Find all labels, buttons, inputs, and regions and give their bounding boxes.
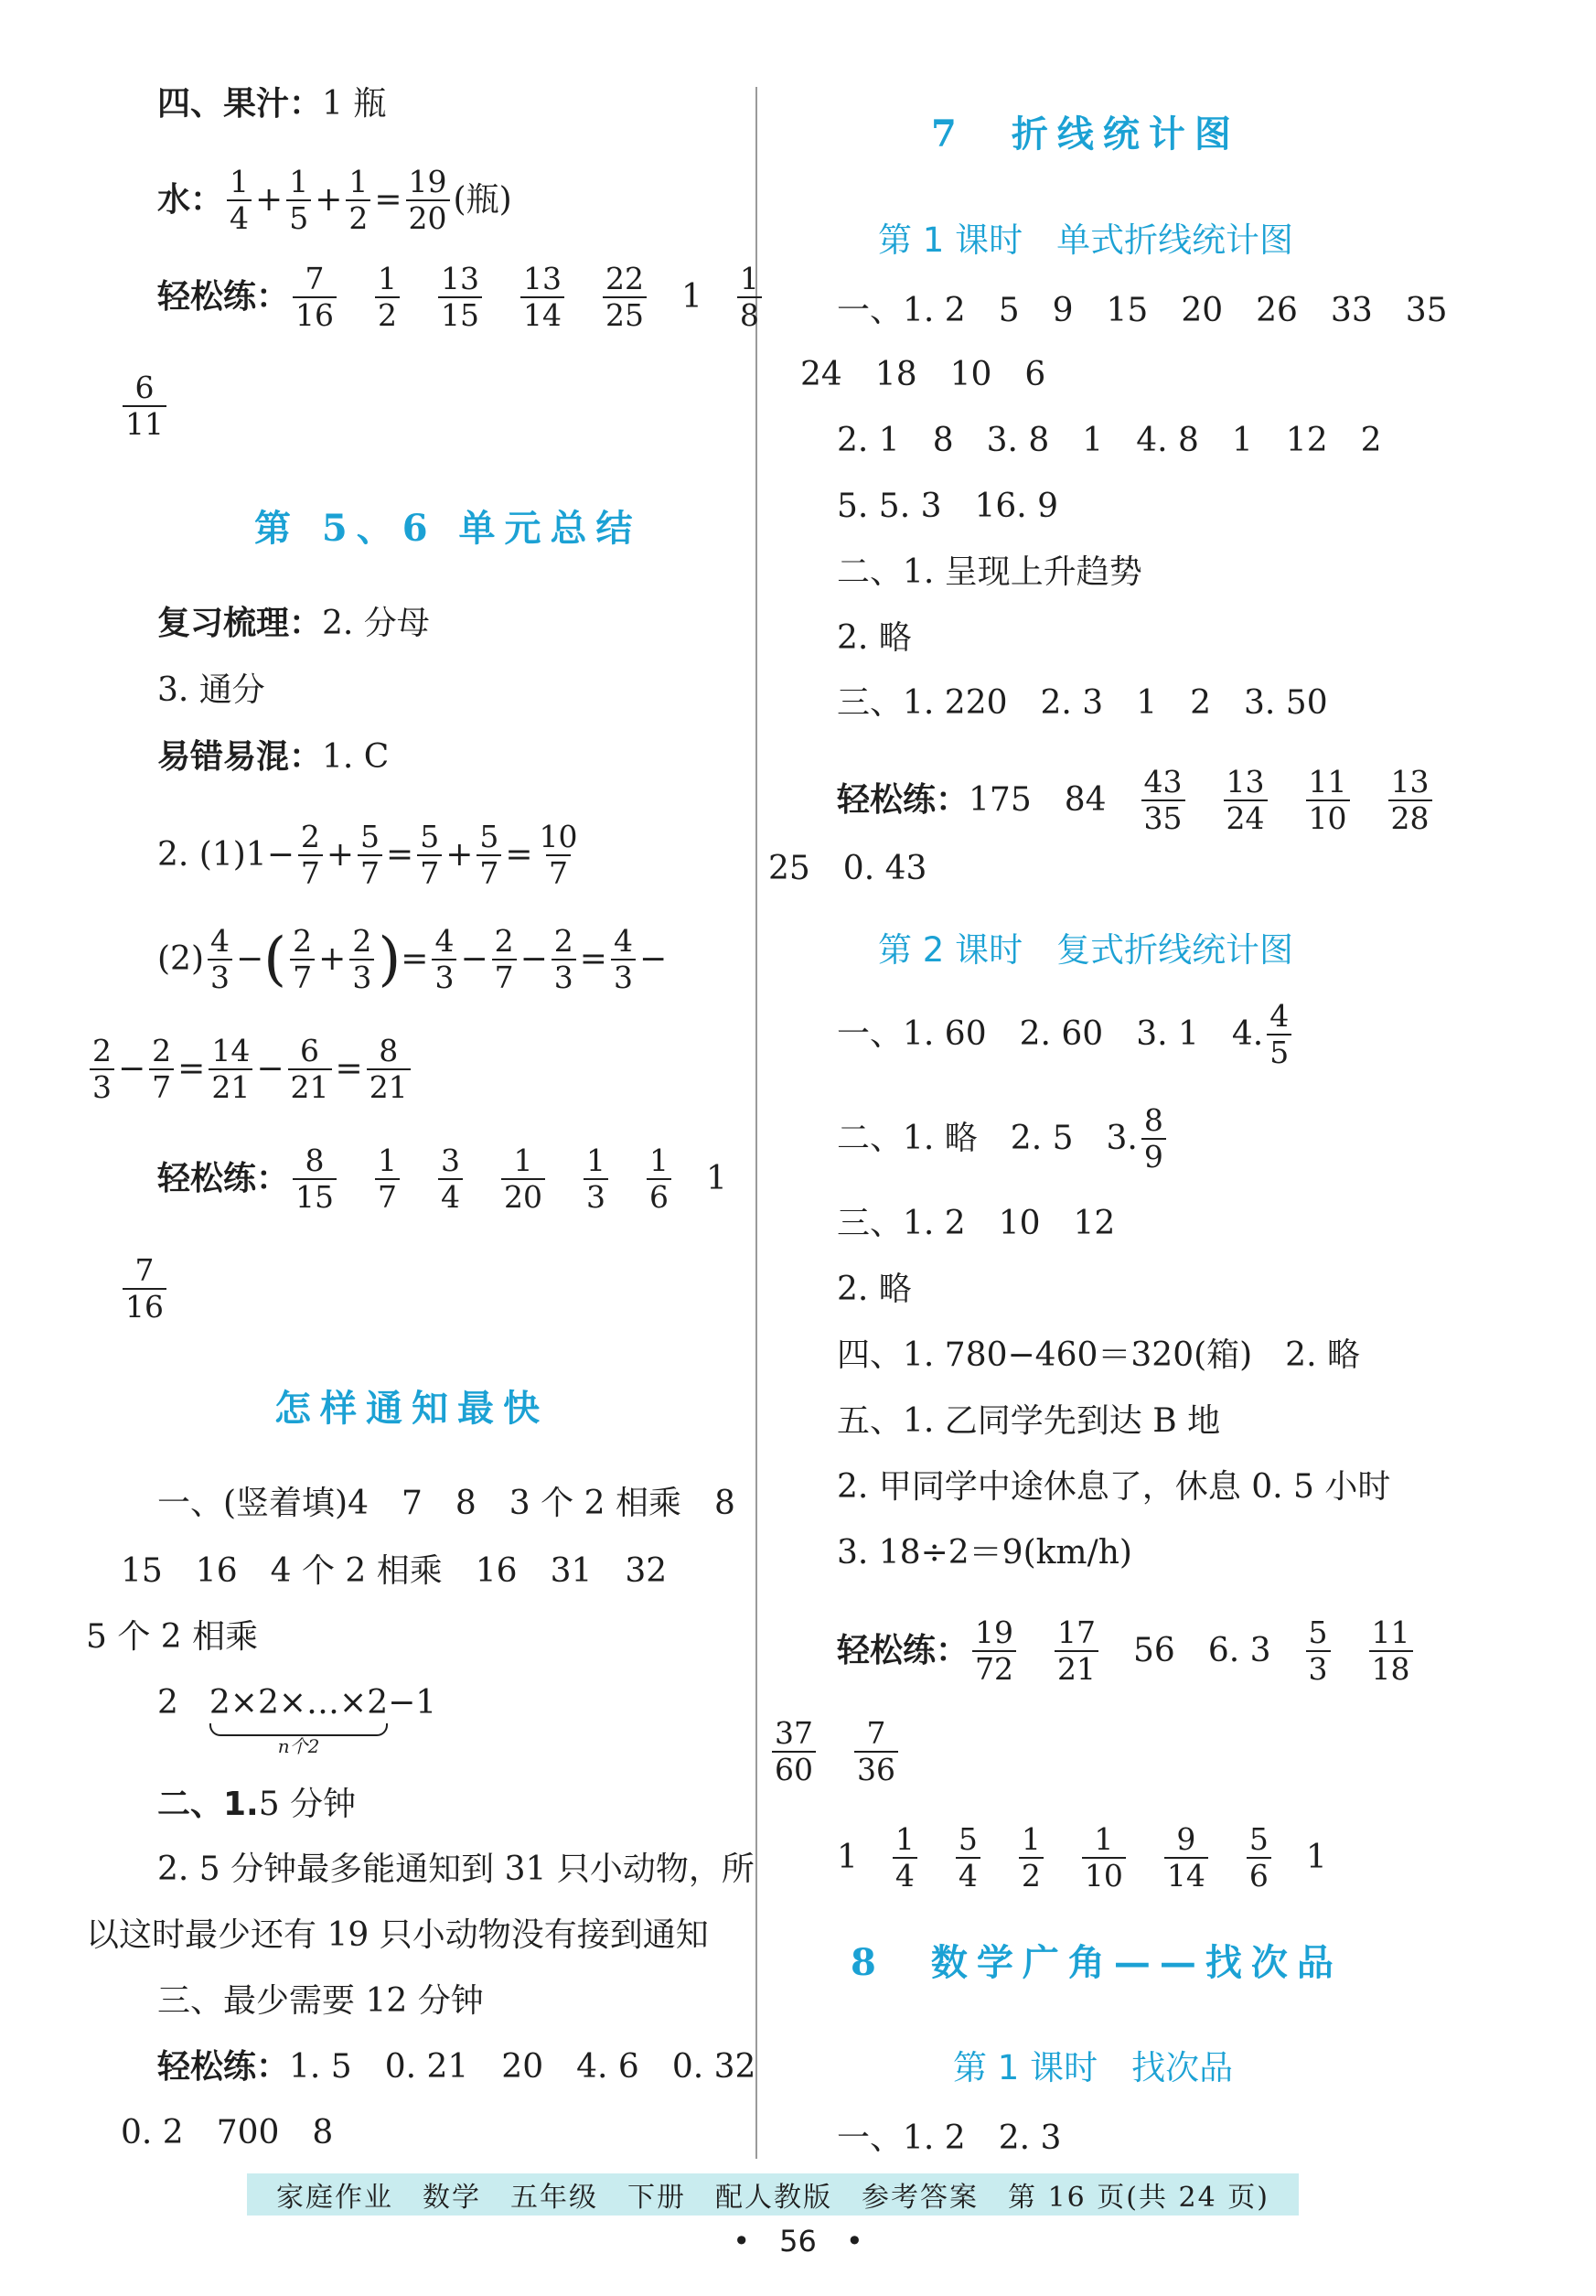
fraction: $\frac{19}{20}$ bbox=[406, 165, 450, 236]
column-divider bbox=[755, 87, 757, 2159]
water-equation: 水： $\frac{1}{4}$ + $\frac{1}{5}$ + $\frac{1}{2}$ = $\frac{19}{20}$ (瓶) bbox=[157, 164, 512, 236]
r-line-2: 24 18 10 6 bbox=[800, 356, 1046, 393]
page-number: • 56 • bbox=[733, 2224, 863, 2258]
r-line-1: 一、1. 2 5 9 15 20 26 33 35 bbox=[837, 292, 1448, 329]
unit-7-title: 7 折线统计图 bbox=[931, 113, 1240, 156]
r-line-3: 2. 1 8 3. 8 1 4. 8 1 12 2 bbox=[837, 422, 1382, 459]
juice-value: 1 瓶 bbox=[322, 85, 387, 123]
r-line-10: 三、1. 2 10 12 bbox=[837, 1205, 1116, 1242]
notify-line-8: 三、最少需要 12 分钟 bbox=[157, 1982, 484, 2020]
lesson-2-title: 第 2 课时 复式折线统计图 bbox=[878, 930, 1294, 970]
lesson-1-title: 第 1 课时 单式折线统计图 bbox=[878, 220, 1294, 260]
r-line-7: 三、1. 220 2. 3 1 2 3. 50 bbox=[837, 684, 1328, 722]
practice-line-1: 轻松练： $\frac{7}{16}$ $\frac{1}{2}$ $\frac{13}{15}$ $\frac{13}{14}$ $\frac{22}{25}$ 1 $\frac{1}{8}$ bbox=[157, 262, 766, 333]
notify-line-4: 2 2×2×…×2 n个2 −1 bbox=[157, 1684, 437, 1757]
notify-line-3: 5 个 2 相乘 bbox=[86, 1618, 259, 1656]
r-line-12: 四、1. 780−460＝320(箱) 2. 略 bbox=[837, 1336, 1360, 1374]
r-line-17: 一、1. 2 2. 3 bbox=[837, 2119, 1062, 2157]
practice-wrap-1: $\frac{6}{11}$ bbox=[119, 370, 170, 442]
equation-2-2: (2) $\frac{4}{3}$ − ( $\frac{2}{7}$ + $\frac{2}{3}$ ) = $\frac{4}{3}$ − $\frac{2}{7}$ − $\frac{2}{3}$ = $\frac{4}{3}$ − bbox=[157, 923, 668, 995]
lesson-3-title: 第 1 课时 找次品 bbox=[953, 2048, 1234, 2087]
notify-line-1: 一、(竖着填)4 7 8 3 个 2 相乘 8 bbox=[157, 1485, 735, 1522]
r-line-13: 五、1. 乙同学先到达 B 地 bbox=[837, 1402, 1221, 1440]
unit-8-title: 8 数学广角——找次品 bbox=[851, 1941, 1343, 1984]
r-line-11: 2. 略 bbox=[837, 1271, 912, 1308]
page-footer: 家庭作业 数学 五年级 下册 配人教版 参考答案 第 16 页(共 24 页) bbox=[247, 2173, 1299, 2216]
notify-line-5: 二、1. 5 分钟 bbox=[157, 1786, 357, 1823]
fraction: $\frac{1}{2}$ bbox=[346, 165, 370, 236]
fraction: $\frac{1}{4}$ bbox=[227, 165, 252, 236]
practice-line-4: 轻松练： 175 84 $\frac{43}{35}$ $\frac{13}{24}$ $\frac{11}{10}$ $\frac{13}{28}$ bbox=[837, 765, 1436, 836]
juice-line bbox=[157, 84, 386, 124]
juice-label: 四、果汁： bbox=[157, 85, 323, 123]
fraction: $\frac{1}{5}$ bbox=[286, 165, 311, 236]
r-line-9: 二、1. 略 2. 5 3. $\frac{8}{9}$ bbox=[837, 1103, 1170, 1175]
r-line-15: 3. 18÷2＝9(km/h) bbox=[837, 1534, 1132, 1572]
r-line-14: 2. 甲同学中途休息了，休息 0. 5 小时 bbox=[837, 1468, 1391, 1506]
practice-line-3: 轻松练： 1. 5 0. 21 20 4. 6 0. 32 bbox=[157, 2048, 756, 2086]
notify-line-7: 以这时最少还有 19 只小动物没有接到通知 bbox=[86, 1916, 709, 1954]
r-line-6: 2. 略 bbox=[837, 619, 912, 657]
r-line-8: 一、1. 60 2. 60 3. 1 4. $\frac{4}{5}$ bbox=[837, 999, 1295, 1070]
equation-2-2-continued: $\frac{2}{3}$ − $\frac{2}{7}$ = $\frac{14}{21}$ − $\frac{6}{21}$ = $\frac{8}{21}$ bbox=[86, 1034, 414, 1105]
r-line-5: 二、1. 呈现上升趋势 bbox=[837, 553, 1142, 591]
r-line-16: 1 $\frac{1}{4}$ $\frac{5}{4}$ $\frac{1}{2}$ $\frac{1}{10}$ $\frac{9}{14}$ $\frac{5}{6}$ 1 bbox=[837, 1821, 1327, 1894]
practice-wrap-4: 25 0. 43 bbox=[768, 850, 927, 887]
mistake-line: 易错易混： 1. C bbox=[157, 738, 390, 776]
equation-2-1: 2. (1)1− $\frac{2}{7}$ + $\frac{5}{7}$ = $\frac{5}{7}$ + $\frac{5}{7}$ = $\frac{10}{7}$ bbox=[157, 819, 578, 891]
review-line: 复习梳理： 2. 分母 bbox=[157, 605, 430, 642]
practice-line-5: 轻松练： $\frac{19}{72}$ $\frac{17}{21}$ 56 6. 3 $\frac{5}{3}$ $\frac{11}{18}$ bbox=[837, 1615, 1417, 1687]
section-title-units-5-6: 第 5、6 单元总结 bbox=[254, 507, 642, 550]
notify-line-6: 2. 5 分钟最多能通知到 31 只小动物，所 bbox=[157, 1851, 755, 1888]
review-line-3: 3. 通分 bbox=[157, 671, 265, 709]
section-title-notify: 怎样通知最快 bbox=[274, 1387, 549, 1430]
practice-wrap-3: 0. 2 700 8 bbox=[121, 2114, 334, 2151]
underbrace: 2×2×…×2 n个2 bbox=[209, 1684, 389, 1757]
practice-wrap-2: $\frac{7}{16}$ bbox=[119, 1253, 170, 1325]
practice-wrap-5: $\frac{37}{60}$ $\frac{7}{36}$ bbox=[768, 1716, 902, 1787]
notify-line-2: 15 16 4 个 2 相乘 16 31 32 bbox=[121, 1552, 668, 1590]
practice-line-2: 轻松练： $\frac{8}{15}$ $\frac{1}{7}$ $\frac{3}{4}$ $\frac{1}{20}$ $\frac{1}{3}$ $\frac{1}{6}$ 1 bbox=[157, 1143, 727, 1215]
r-line-4: 5. 5. 3 16. 9 bbox=[837, 488, 1059, 525]
